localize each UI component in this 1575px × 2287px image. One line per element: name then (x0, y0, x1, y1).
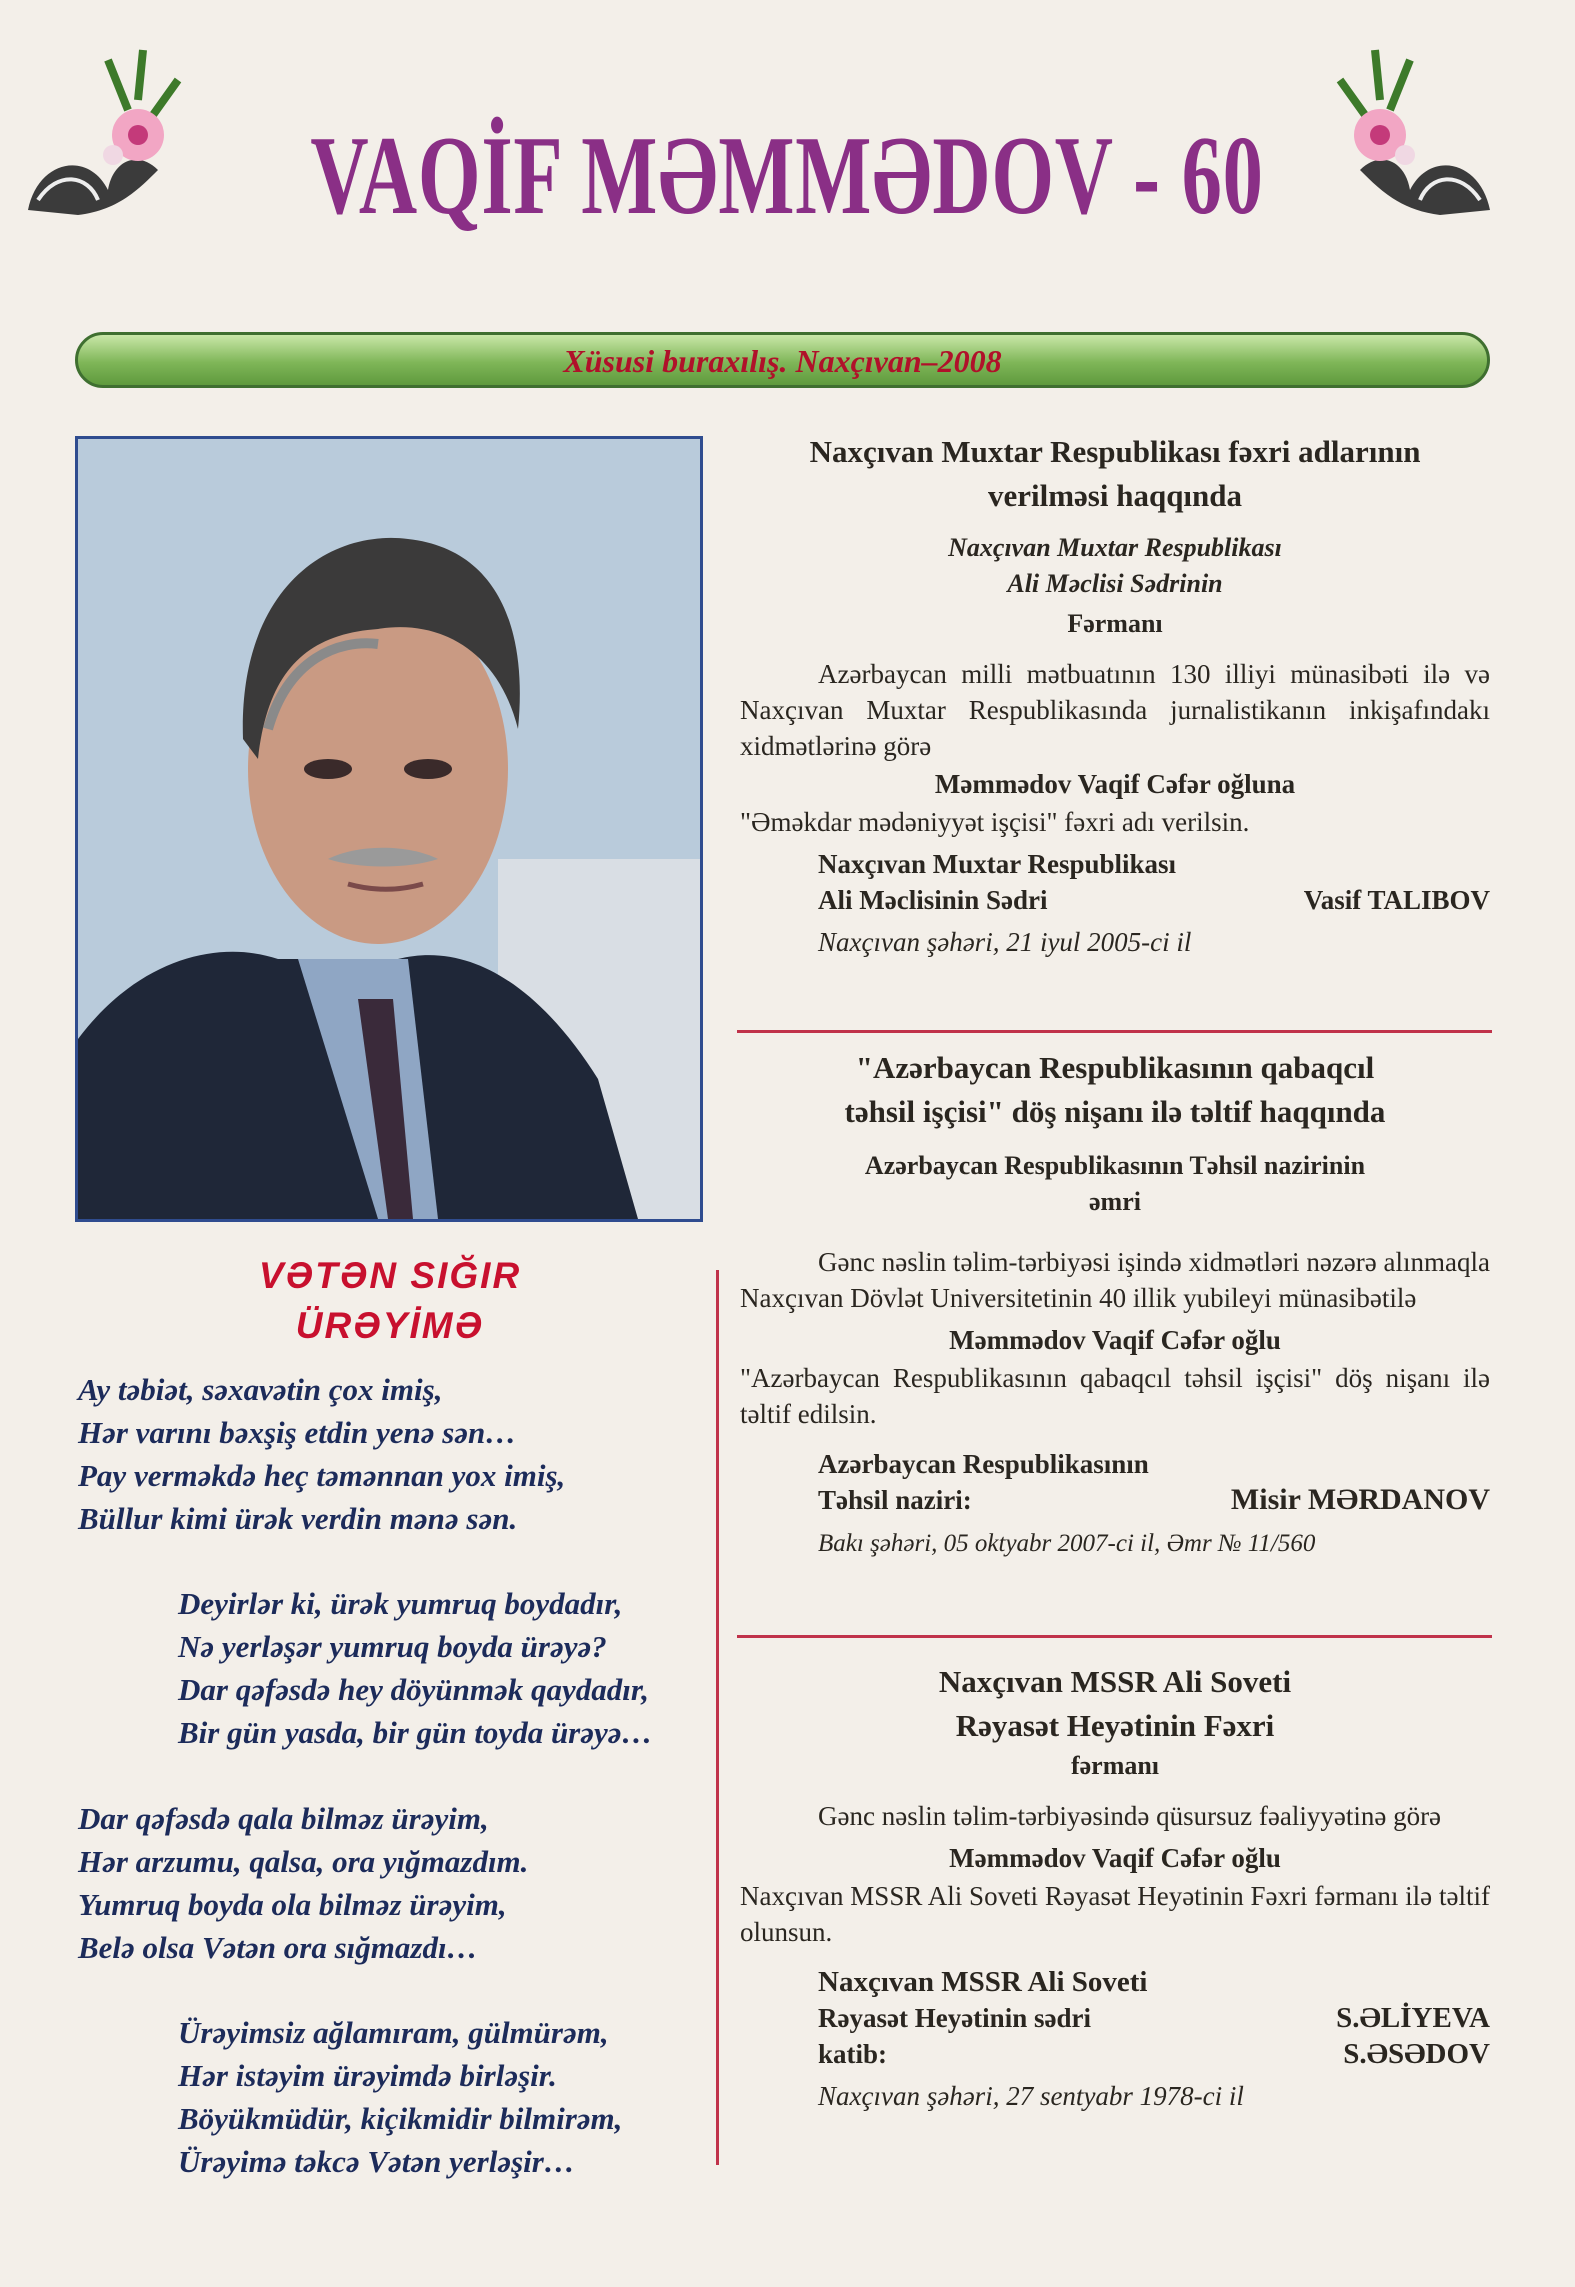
decree-issuer: əmri (1089, 1187, 1141, 1216)
poem-line: Bir gün yasda, bir gün toyda ürəyə… (178, 1715, 653, 1750)
decree-issuer: Azərbaycan Respublikasının Təhsil nazirinin (864, 1151, 1366, 1180)
poem-stanza-4 (178, 2011, 622, 2183)
decree-title: "Azərbaycan Respublikasının qabaqcıl (855, 1050, 1375, 1085)
poem-line: Dar qəfəsdə qala bilməz ürəyim, (78, 1801, 489, 1836)
signer-title: Təhsil naziri: (818, 1485, 972, 1515)
poem-stanza-2 (178, 1582, 653, 1754)
signer-title: Azərbaycan Respublikasının (818, 1449, 1149, 1479)
signer-name: Vasif TALIBOV (1303, 885, 1490, 915)
poem-stanza-3 (78, 1797, 528, 1969)
decree-body: Gənc nəslin təlim-tərbiyəsi işində xidmətləri nəzərə alınmaqla Naxçıvan Dövlət Universitetinin 40 illik yubileyi münasibətilə (740, 1247, 1490, 1313)
poem-line: Böyükmüdür, kiçikmidir bilmirəm, (178, 2101, 623, 2136)
poem-stanza-1 (78, 1368, 565, 1540)
award-text: "Azərbaycan Respublikasının qabaqcıl təhsil işçisi" döş nişanı ilə təltif edilsin. (740, 1363, 1490, 1429)
place-date: Naxçıvan şəhəri, 21 iyul 2005-ci il (818, 927, 1192, 957)
poem-line: Hər istəyim ürəyimdə birləşir. (178, 2058, 557, 2093)
decree-title: Naxçıvan MSSR Ali Soveti (938, 1664, 1292, 1699)
poem-line: Nə yerləşər yumruq boyda ürəyə? (178, 1629, 607, 1664)
poem-line: Ay təbiət, səxavətin çox imiş, (78, 1372, 443, 1407)
awardee-name: Məmmədov Vaqif Cəfər oğlu (949, 1843, 1281, 1873)
banner-text: Xüsusi buraxılış. Naxçıvan–2008 (563, 343, 1002, 379)
poem-line: Ürəyimə təkcə Vətən yerləşir… (178, 2144, 575, 2179)
signer-name: S.ƏSƏDOV (1343, 2038, 1490, 2070)
poem-line: Belə olsa Vətən ora sığmazdı… (78, 1930, 478, 1965)
signer-title: Ali Məclisinin Sədri (818, 885, 1048, 915)
signer-name: S.ƏLİYEVA (1336, 2002, 1490, 2034)
decree-3 (740, 1660, 1490, 2114)
decree-title: təhsil işçisi" döş nişanı ilə təltif haqqında (844, 1094, 1386, 1129)
signer-role: Rəyasət Heyətinin sədri (818, 2003, 1091, 2033)
place-date: Naxçıvan şəhəri, 27 sentyabr 1978-ci il (818, 2081, 1244, 2111)
decree-1 (740, 430, 1490, 960)
poem-line: Yumruq boyda ola bilməz ürəyim, (78, 1887, 507, 1922)
masthead-title: VAQİF MƏMMƏDOV - 60 (310, 114, 1265, 238)
poem-line: Pay verməkdə heç təmənnan yox imiş, (78, 1458, 566, 1493)
poem-line: Hər varını bəxşiş etdin yenə sən… (78, 1415, 517, 1450)
decree-issuer: Ali Məclisi Sədrinin (1007, 569, 1223, 598)
divider (737, 1030, 1492, 1033)
divider (737, 1635, 1492, 1638)
award-text: "Əməkdar mədəniyyət işçisi" fəxri adı verilsin. (740, 807, 1250, 837)
poem-title-line2: ÜRƏYİMƏ (295, 1305, 485, 1346)
decree-body: Azərbaycan milli mətbuatının 130 illiyi münasibəti ilə və Naxçıvan Muxtar Respublikasında jurnalistikanın inkişafındakı xidmətlərinə görə (740, 659, 1490, 761)
poem-line: Dar qəfəsdə hey döyünmək qaydadır, (178, 1672, 649, 1707)
poem-line: Büllur kimi ürək verdin mənə sən. (78, 1501, 518, 1536)
signer-title: Naxçıvan Muxtar Respublikası (818, 849, 1177, 879)
signer-role: katib: (818, 2039, 888, 2069)
column-divider (716, 1270, 719, 2165)
decree-type: fərmanı (1070, 1751, 1160, 1780)
poem-line: Deyirlər ki, ürək yumruq boydadır, (178, 1586, 623, 1621)
awardee-name: Məmmədov Vaqif Cəfər oğlu (949, 1325, 1281, 1355)
decree-title: Naxçıvan Muxtar Respublikası fəxri adlarının (809, 434, 1421, 469)
decree-issuer: Naxçıvan Muxtar Respublikası (948, 533, 1282, 562)
signer-org: Naxçıvan MSSR Ali Soveti (818, 1966, 1148, 1998)
portrait-illustration (78, 439, 700, 1219)
poem-line: Ürəyimsiz ağlamıram, gülmürəm, (178, 2015, 609, 2050)
edition-banner (75, 332, 1490, 388)
poem-line: Hər arzumu, qalsa, ora yığmazdım. (78, 1844, 529, 1879)
decree-title: verilməsi haqqında (987, 478, 1243, 513)
awardee-name: Məmmədov Vaqif Cəfər oğluna (934, 769, 1296, 799)
signer-name: Misir MƏRDANOV (1230, 1483, 1490, 1516)
poem-title-line1: VƏTƏN SIĞIR (258, 1255, 522, 1296)
portrait-photo (75, 436, 703, 1222)
decree-title: Rəyasət Heyətinin Fəxri (955, 1708, 1275, 1743)
decree-type: Fərmanı (1067, 609, 1163, 638)
place-date: Bakı şəhəri, 05 oktyabr 2007-ci il, Əmr № 11/560 (818, 1530, 1316, 1557)
award-text: Naxçıvan MSSR Ali Soveti Rəyasət Heyətinin Fəxri fərmanı ilə təltif olunsun. (740, 1881, 1490, 1947)
decree-body: Gənc nəslin təlim-tərbiyəsində qüsursuz fəaliyyətinə görə (818, 1801, 1442, 1831)
decree-2 (740, 1046, 1490, 1562)
